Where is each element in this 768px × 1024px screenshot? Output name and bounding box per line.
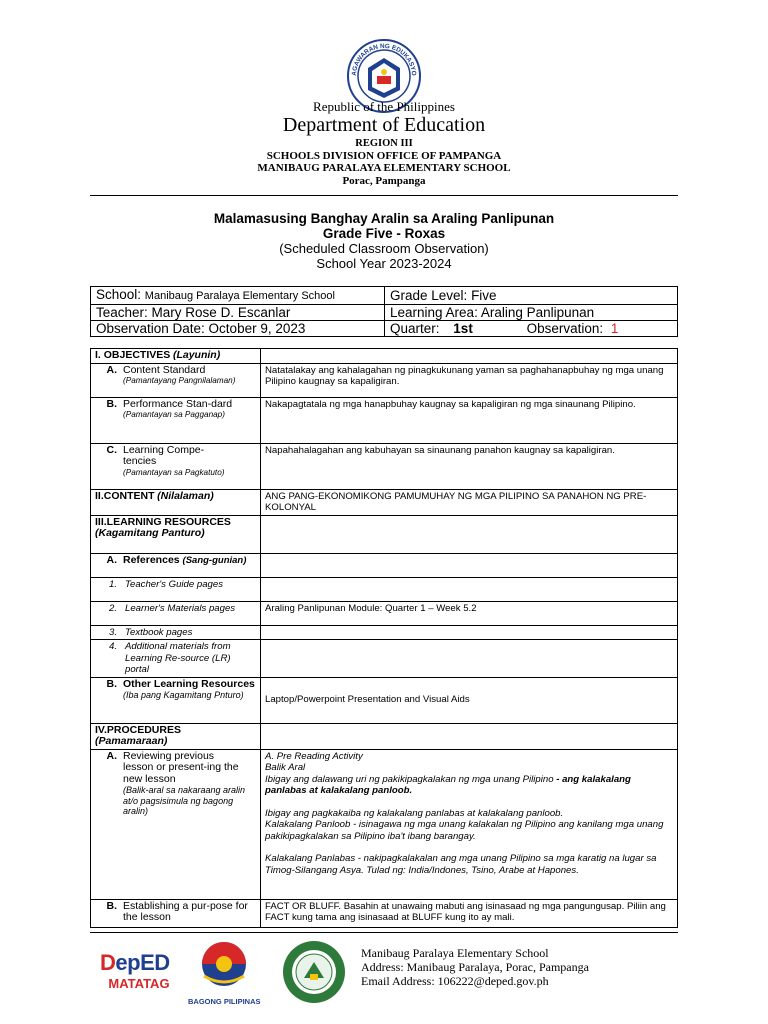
objectives-sub: (Layunin) [172,349,221,361]
teachers-guide-title: Teacher's Guide pages [125,578,224,590]
observation-label: Observation: [526,321,604,336]
additional-materials-value [261,640,678,678]
letter-other-b: B. [106,677,117,690]
grade-cell [385,287,678,305]
school-value: Manibaug Paralaya Elementary School [144,290,335,302]
pre-reading-activity: A. Pre Reading Activity [265,750,363,762]
resources-sub: (Kagamitang Panturo) [95,527,205,539]
additional-materials-label [91,640,261,678]
performance-standard-title: Performance Stan-dard [123,397,233,410]
establishing-purpose-value: FACT OR BLUFF. Basahin at unawaing mabuti ang isinasaad ng mga pangungusap. Piliin ang FACT kung tama ang isinasaad at BLUFF kung ito ay mali. [261,899,678,927]
reviewing-lesson-label [91,749,261,899]
question-2: Ibigay ang pagkakaiba ng kalakalang panlabas at kalakalang panloob. [265,807,564,819]
letter-c: C. [106,443,117,456]
other-resources-value: Laptop/Powerpoint Presentation and Visual Aids [261,677,678,723]
plan-title: Malamasusing Banghay Aralin sa Araling Panlipunan [213,211,555,226]
school-label: School: [96,287,142,302]
procedures-heading [91,723,261,749]
footer-school-name: Manibaug Paralaya Elementary School [361,946,549,960]
letter-proc-a: A. [106,749,117,762]
deped-wordmark: DepED [100,950,170,975]
school-cell [91,287,385,305]
other-resources-title: Other Learning Resources [123,677,255,690]
content-sub: (Nilalaman) [157,489,214,502]
teachers-guide-label [91,577,261,601]
procedures-label: IV.PROCEDURES [95,723,181,736]
num-4: 4. [108,641,117,652]
info-table [90,286,678,337]
panlabas-definition: Kalakalang Panlabas - nakipagkalakalan ang mga unang Pilipino sa mga karatig na lugar sa Timog-Silangang Asya. Tulad ng: India/Indones, Tsino, Arabe at Hapones. [265,853,657,876]
observation-type: (Scheduled Classroom Observation) [279,241,489,256]
learners-materials-title: Learner's Materials pages [125,602,236,614]
resources-heading [91,515,261,553]
performance-standard-sub: (Pamantayan sa Pagganap) [123,410,225,419]
learning-competencies-value: Napahahalagahan ang kabuhayan sa sinaunang panahon kaugnay sa kapaligiran. [261,443,678,489]
panloob-definition: Kalakalang Panloob - isinagawa ng mga unang kalakalan ng Pilipino ang kanilang mga unang pakikipagkalakan sa Pilipino iba't ibang barangay. [265,819,664,842]
location-line: Porac, Pampanga [342,175,426,187]
num-3: 3. [108,626,117,638]
references-value [261,553,678,577]
reviewing-lesson-title: Reviewing previous lesson or present-ing the new lesson [123,749,239,785]
teachers-guide-value [261,577,678,601]
teacher-label: Teacher: [96,305,148,320]
references-title: References [123,553,180,566]
other-resources-sub: (Iba pang Kagamitang Pnturo) [123,690,244,700]
content-standard-title: Content Standard [123,363,206,376]
republic-line: Republic of the Philippines [313,99,455,114]
procedures-value [261,723,678,749]
balik-aral: Balik Aral [265,762,306,773]
content-standard-sub: (Pamantayang Pangnilalaman) [123,376,236,385]
reviewing-lesson-sub: (Balik-aral sa nakaraang aralin at/o pagsisimula ng bagong aralin) [123,785,246,816]
question-1-answer: - ang kalakalang panlabas at kalakalang panloob. [265,773,631,796]
letter-a: A. [106,363,117,376]
division-line: SCHOOLS DIVISION OFFICE OF PAMPANGA [266,150,502,162]
area-label: Learning Area: [390,305,478,320]
region-line: REGION III [355,138,413,149]
content-value: ANG PANG-EKONOMIKONG PAMUMUHAY NG MGA PILIPINO SA PANAHON NG PRE-KOLONYAL [261,489,678,515]
question-1 [265,774,673,797]
letter-proc-b: B. [106,899,117,912]
grade-label: Grade Level: [390,288,468,303]
letter-b: B. [106,397,117,410]
footer-address: Address: Manibaug Paralaya, Porac, Pampanga [361,960,589,974]
school-year: School Year 2023-2024 [316,256,452,271]
establishing-purpose-title: Establishing a pur-pose for the lesson [123,899,248,923]
letter-ref-a: A. [106,553,117,566]
references-label [91,553,261,577]
textbook-pages-title: Textbook pages [125,626,193,638]
school-logo [282,940,346,1004]
teacher-value: Mary Rose D. Escanlar [151,305,291,320]
grade-section: Grade Five - Roxas [322,226,446,241]
footer-contact [361,946,589,988]
deped-matatag-logo [100,950,180,1000]
school-line: MANIBAUG PARALAYA ELEMENTARY SCHOOL [257,162,511,174]
bagong-pilipinas-logo [188,940,261,1006]
footer-email: Email Address: 106222@deped.gov.ph [361,974,549,988]
learning-competencies-sub: (Pamantayan sa Pagkatuto) [123,467,225,477]
other-resources-label [91,677,261,723]
performance-standard-value: Nakapagtatala ng mga hanapbuhay kaugnay sa kapaligiran ng mga sinaunang Pilipino. [261,397,678,443]
additional-materials-title: Additional materials from Learning Re-source (LR) portal [125,641,231,675]
header-divider [90,195,678,196]
department-title: Department of Education [282,114,486,136]
objectives-heading [91,349,261,364]
num-2: 2. [108,602,117,614]
quarter-cell [385,321,678,337]
quarter-value: 1st [453,321,473,336]
svg-text:KAGAWARAN NG EDUKASYON: AGAWARAN NG EDUKASYO [350,42,418,77]
content-standard-value: Natatalakay ang kahalagahan ng pinagkukunang yaman sa paghahanapbuhay ng mga unang Pilipino kaugnay sa kapaligiran. [261,363,678,397]
resources-value [261,515,678,553]
content-heading [91,489,261,515]
objectives-value [261,349,678,364]
footer-divider [90,932,678,933]
quarter-label: Quarter: [390,321,440,336]
obs-date-cell: Observation Date: October 9, 2023 [91,321,385,337]
teacher-cell [91,305,385,321]
learning-competencies-title: Learning Compe-tencies [123,443,205,467]
textbook-pages-label [91,625,261,640]
learners-materials-value: Araling Panlipunan Module: Quarter 1 – Week 5.2 [261,601,678,625]
question-1-text: Ibigay ang dalawang uri ng pakikipagkalakan ng mga unang Pilipino [265,773,554,785]
objectives-label: I. OBJECTIVES [95,349,171,361]
matatag-wordmark: MATATAG [108,976,170,991]
area-value: Araling Panlipunan [480,305,595,320]
lesson-plan-table [90,348,678,928]
resources-label: III.LEARNING RESOURCES [95,515,231,528]
establishing-purpose-label [91,899,261,927]
learning-competencies-label [91,443,261,489]
content-standard-label [91,363,261,397]
performance-standard-label [91,397,261,443]
procedures-sub: (Pamamaraan) [95,735,168,747]
references-sub: (Sang-gunian) [182,554,247,566]
bagong-pilipinas-text: BAGONG PILIPINAS [188,997,261,1006]
area-cell [385,305,678,321]
reviewing-lesson-value [261,749,678,899]
observation-value: 1 [610,321,619,336]
num-1: 1. [108,578,117,590]
textbook-pages-value [261,625,678,640]
learners-materials-label [91,601,261,625]
deped-wordmark-text: epED [115,950,170,975]
content-label: II.CONTENT [95,489,155,502]
grade-value: Five [471,288,497,303]
